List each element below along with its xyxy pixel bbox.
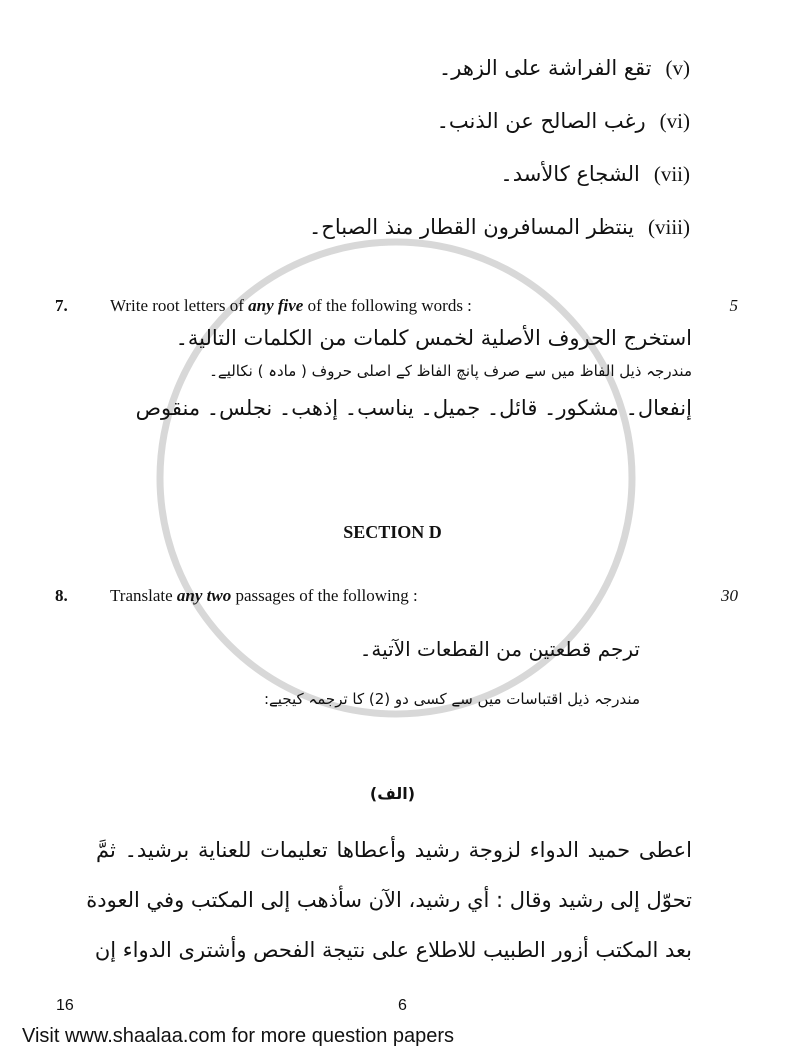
q7-text-part: Write root letters of [110, 296, 249, 315]
footer-link[interactable]: Visit www.shaalaa.com for more question papers [22, 1025, 455, 1047]
item-number: (vi) [659, 109, 690, 133]
q8-urdu-instruction: مندرجہ ذیل اقتباسات میں سے کسی دو (2) کا ترجمہ کیجیے: [263, 690, 640, 708]
sentence-v [439, 56, 690, 81]
q7-emphasis: any five [248, 296, 304, 315]
sentence-text: الشجاع كالأسد۔ [500, 162, 640, 186]
passage-line: بعد المكتب أزور الطبيب للاطلاع على نتيجة الفحص وأشترى الدواء إن [94, 938, 692, 962]
question-7-marks: 5 [729, 296, 738, 315]
question-8-marks: 30 [721, 586, 738, 605]
q7-arabic-instruction: استخرج الحروف الأصلية لخمس كلمات من الكلمات التالية۔ [175, 326, 692, 350]
sentence-vii [500, 162, 690, 187]
question-8-text [110, 586, 418, 606]
q8-text-part: Translate [110, 586, 177, 605]
q8-emphasis: any two [176, 586, 232, 605]
item-number: (vii) [653, 162, 690, 186]
sentence-text: ينتظر المسافرون القطار منذ الصباح۔ [309, 215, 634, 239]
question-8-number: 8. [55, 586, 68, 605]
item-number: (v) [665, 56, 690, 80]
q8-arabic-instruction: ترجم قطعتين من القطعات الآتية۔ [359, 637, 640, 661]
passage-label: (الف) [369, 784, 416, 803]
item-number: (viii) [648, 215, 690, 239]
question-7-number: 7. [55, 296, 68, 315]
section-title: SECTION D [343, 522, 442, 542]
passage-line: تحوّل إلى رشيد وقال : أي رشيد، الآن سأذهب إلى المكتب وفي العودة [86, 888, 692, 912]
sentence-text: تقع الفراشة على الزهر۔ [438, 56, 652, 80]
sentence-viii [309, 215, 690, 240]
page-number-center: 6 [398, 997, 407, 1014]
page-number-left: 16 [56, 997, 74, 1014]
q7-text-part: of the following words : [303, 296, 472, 315]
question-7-text [110, 296, 472, 316]
sentence-vi [437, 109, 690, 134]
passage-line: اعطى حميد الدواء لزوجة رشيد وأعطاها تعليمات للعناية برشيد۔ ثمَّ [96, 838, 692, 862]
sentence-text: رغب الصالح عن الذنب۔ [436, 109, 646, 133]
q7-word-list: إنفعال۔ مشكور۔ قائل۔ جميل۔ يناسب۔ إذهب۔ نجلس۔ منقوص [135, 396, 692, 420]
q7-urdu-instruction: مندرجہ ذیل الفاظ میں سے صرف پانچ الفاظ کے اصلی حروف ( مادہ ) نکالیے۔ [209, 362, 692, 380]
q8-text-part: passages of the following : [231, 586, 418, 605]
